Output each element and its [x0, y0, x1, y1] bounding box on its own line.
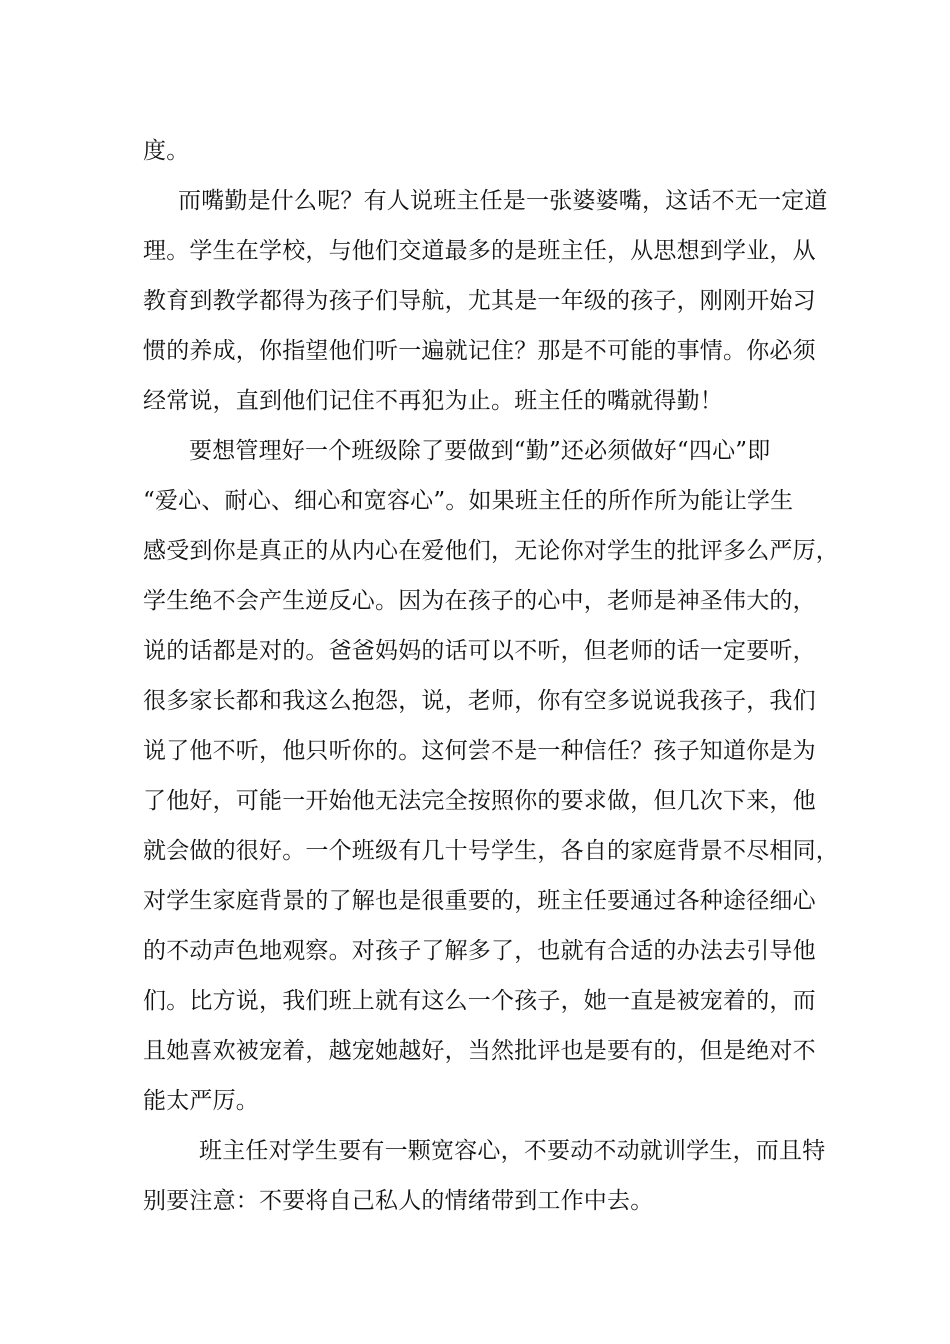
text-line: 很多家长都和我这么抱怨，说，老师，你有空多说说我孩子，我们 — [143, 688, 816, 714]
text-line: 对学生家庭背景的了解也是很重要的，班主任要通过各种途径细心 — [143, 888, 816, 914]
text-line: 感受到你是真正的从内心在爱他们，无论你对学生的批评多么严厉， — [143, 538, 839, 564]
text-line: 的不动声色地观察。对孩子了解多了，也就有合适的办法去引导他 — [143, 938, 816, 964]
paragraph-first-line: 而嘴勤是什么呢？有人说班主任是一张婆婆嘴，这话不无一定道 — [178, 188, 828, 214]
text-line: 学生绝不会产生逆反心。因为在孩子的心中，老师是神圣伟大的， — [143, 588, 816, 614]
text-line: 教育到教学都得为孩子们导航，尤其是一年级的孩子，刚刚开始习 — [143, 288, 816, 314]
text-line: 们。比方说，我们班上就有这么一个孩子，她一直是被宠着的，而 — [143, 988, 816, 1014]
text-line: 度。 — [143, 138, 190, 164]
text-line: 别要注意：不要将自己私人的情绪带到工作中去。 — [143, 1188, 654, 1214]
text-line: 了他好，可能一开始他无法完全按照你的要求做，但几次下来，他 — [143, 788, 816, 814]
text-line: 经常说，直到他们记住不再犯为止。班主任的嘴就得勤！ — [143, 388, 723, 414]
text-line: 能太严厉。 — [143, 1088, 259, 1114]
text-line: 就会做的很好。一个班级有几十号学生，各自的家庭背景不尽相同， — [143, 838, 839, 864]
text-line: “爱心、耐心、细心和宽容心”。如果班主任的所作所为能让学生 — [143, 488, 794, 514]
text-line: 惯的养成，你指望他们听一遍就记住？那是不可能的事情。你必须 — [143, 338, 816, 364]
paragraph-first-line: 班主任对学生要有一颗宽容心，不要动不动就训学生，而且特 — [199, 1138, 826, 1164]
text-line: 且她喜欢被宠着，越宠她越好，当然批评也是要有的，但是绝对不 — [143, 1038, 816, 1064]
paragraph-first-line: 要想管理好一个班级除了要做到“勤”还必须做好“四心”即 — [189, 438, 771, 464]
text-line: 说了他不听，他只听你的。这何尝不是一种信任？孩子知道你是为 — [143, 738, 816, 764]
text-line: 说的话都是对的。爸爸妈妈的话可以不听，但老师的话一定要听， — [143, 638, 816, 664]
text-line: 理。学生在学校，与他们交道最多的是班主任，从思想到学业，从 — [143, 238, 816, 264]
